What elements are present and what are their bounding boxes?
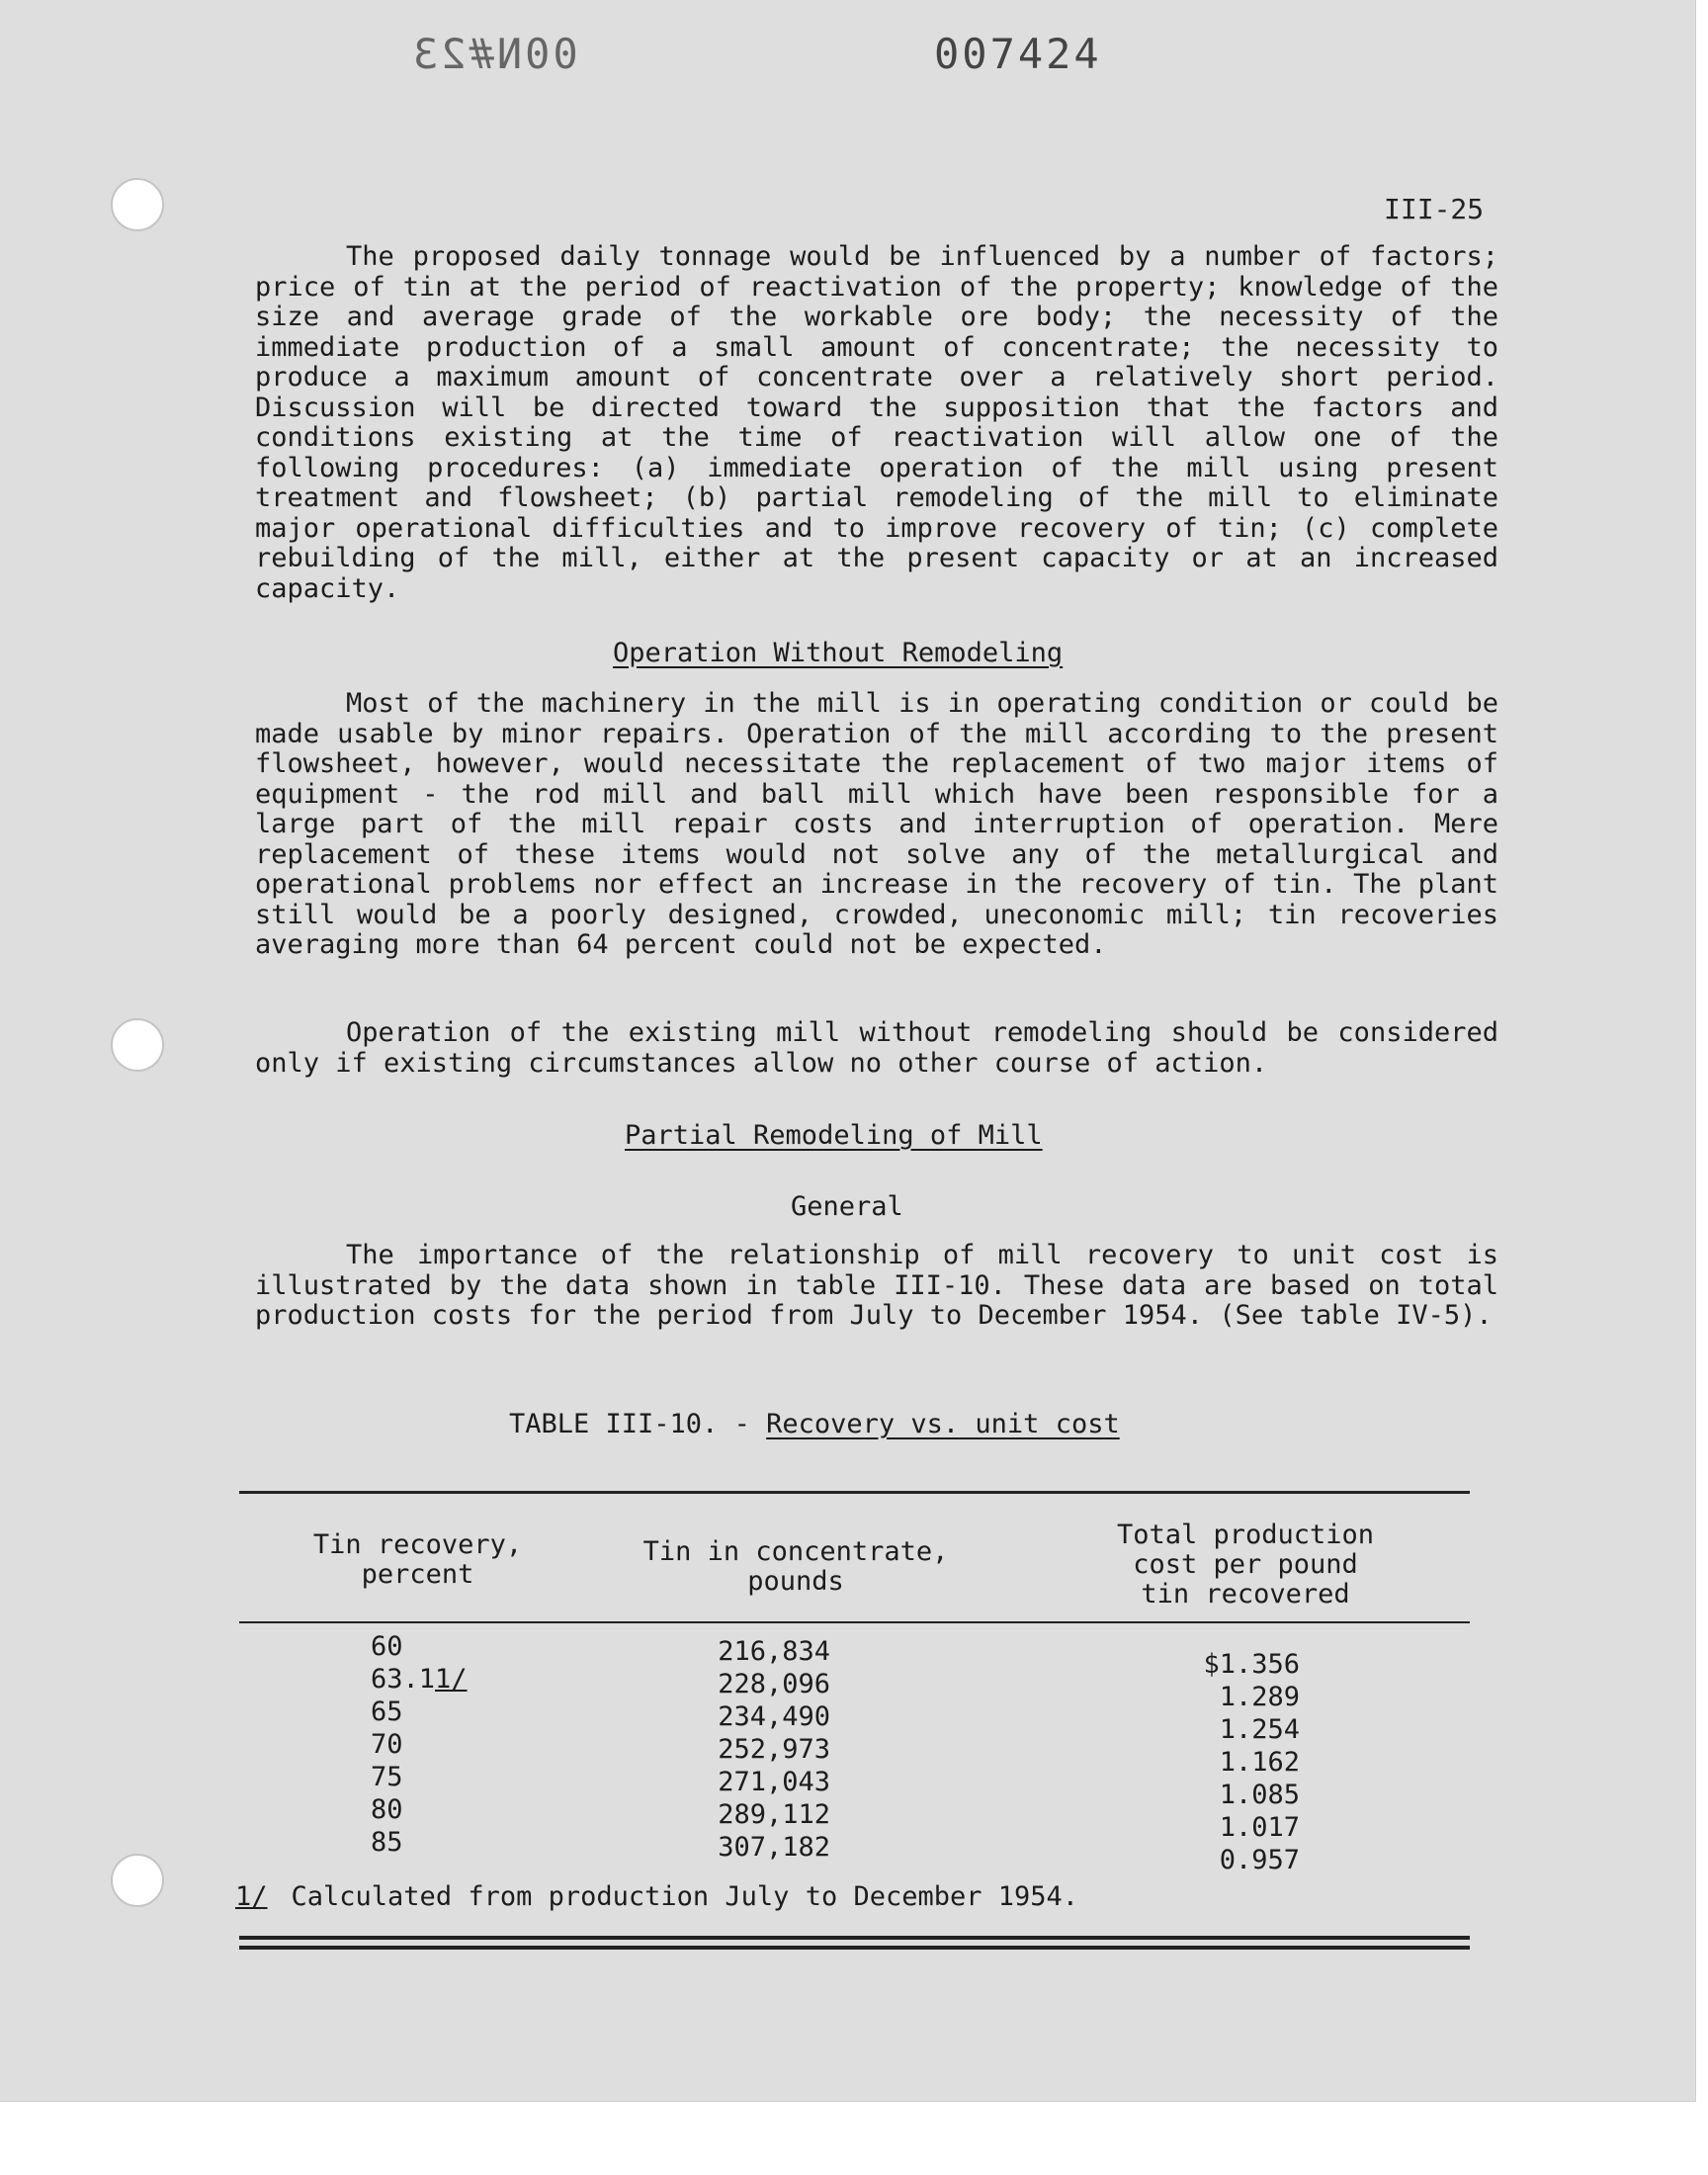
cell-recovery: 75 — [371, 1762, 403, 1792]
cell-pounds: 234,490 — [718, 1701, 830, 1732]
document-id-stamp: 007424 — [934, 30, 1102, 78]
column-header-line: tin recovered — [1141, 1579, 1350, 1610]
table-bottom-rule — [239, 1936, 1470, 1940]
table-header-rule — [239, 1621, 1470, 1623]
page-number: III-25 — [1384, 193, 1485, 225]
footnote-reference: 1/ — [435, 1664, 468, 1695]
cell-recovery: 85 — [371, 1827, 403, 1858]
column-header-cost — [1107, 1521, 1384, 1610]
cell-cost: 1.017 — [1219, 1812, 1300, 1843]
cell-pounds: 252,973 — [718, 1734, 830, 1765]
table-title-prefix: TABLE III-10. - — [509, 1409, 767, 1439]
table-title — [509, 1409, 1120, 1439]
intro-paragraph: The proposed daily tonnage would be influenced by a number of factors; price of tin at the period of reactivation of the property; knowledge of the size and average grade of the workable ore body; the necessity of the immediate production of a small amount of concentrate; the necessity to produce a maximum amount of concentrate over a relatively short period. Discussion will be directed toward the supposition that the factors and conditions existing at the time of reactivation will allow one of the following procedures: (a) immediate operation of the mill using present treatment and flowsheet; (b) partial remodeling of the mill to eliminate major operational difficulties and to improve recovery of tin; (c) complete rebuilding of the mill, either at the present capacity or at an increased capacity. — [255, 241, 1498, 604]
column-header-recovery — [301, 1530, 534, 1590]
column-header-line: Tin recovery, — [312, 1529, 523, 1560]
column-header-line: Total production — [1116, 1520, 1375, 1550]
binder-hole — [111, 1854, 164, 1907]
cell-pounds: 307,182 — [718, 1832, 830, 1863]
body-paragraph: Operation of the existing mill without remodeling should be considered only if existing circumstances allow no other course of action. — [255, 1017, 1498, 1079]
table-top-rule — [239, 1491, 1470, 1494]
cell-cost: 1.289 — [1219, 1682, 1300, 1712]
cell-cost: $1.356 — [1203, 1649, 1300, 1680]
body-paragraph: The importance of the relationship of mill recovery to unit cost is illustrated by the data shown in table III-10. These data are based on total production costs for the period from July to December 1954. (See table IV-5). — [255, 1240, 1498, 1331]
section-heading-operation-without-remodeling: Operation Without Remodeling — [613, 638, 1064, 668]
cell-pounds: 289,112 — [718, 1799, 830, 1830]
cell-pounds: 271,043 — [718, 1767, 830, 1797]
table-bottom-rule — [239, 1946, 1470, 1950]
cell-pounds: 228,096 — [718, 1669, 830, 1699]
body-paragraph: Most of the machinery in the mill is in operating condition or could be made usable by minor repairs. Operation of the mill according to the present flowsheet, however, would necessitate the replacement of two major items of equipment - the rod mill and ball mill which have been responsible for a large part of the mill repair costs and interruption of operation. Mere replacement of these items would not solve any of the metallurgical and operational problems nor effect an increase in the recovery of tin. The plant still would be a poorly designed, crowded, uneconomic mill; tin recoveries averaging more than 64 percent could not be expected. — [255, 688, 1498, 960]
cell-cost: 1.085 — [1219, 1780, 1300, 1810]
section-heading-partial-remodeling: Partial Remodeling of Mill — [625, 1120, 1043, 1151]
footnote-text: Calculated from production July to December 1954. — [291, 1881, 1079, 1912]
binder-hole — [111, 178, 164, 231]
table-footnote — [235, 1881, 1078, 1912]
column-header-line: percent — [361, 1559, 474, 1590]
cell-recovery: 65 — [371, 1696, 403, 1727]
cell-cost: 1.162 — [1219, 1747, 1300, 1778]
column-header-line: cost per pound — [1133, 1549, 1358, 1580]
cell-cost: 1.254 — [1219, 1714, 1300, 1745]
footnote-mark: 1/ — [235, 1881, 268, 1912]
cell-recovery: 60 — [371, 1631, 403, 1662]
column-header-line: pounds — [747, 1566, 844, 1597]
cell-cost: 0.957 — [1219, 1845, 1300, 1875]
cell-recovery: 80 — [371, 1794, 403, 1825]
cell-recovery-value: 63.1 — [371, 1664, 436, 1695]
cell-pounds: 216,834 — [718, 1636, 830, 1667]
bleed-through-stamp: 00N#23 — [410, 30, 578, 78]
binder-hole — [111, 1018, 164, 1072]
column-header-line: Tin in concentrate, — [642, 1536, 949, 1567]
cell-recovery: 70 — [371, 1729, 403, 1760]
subheading-general: General — [791, 1191, 903, 1222]
table-title-main: Recovery vs. unit cost — [766, 1409, 1120, 1439]
cell-recovery — [371, 1664, 468, 1695]
column-header-concentrate — [633, 1537, 959, 1597]
